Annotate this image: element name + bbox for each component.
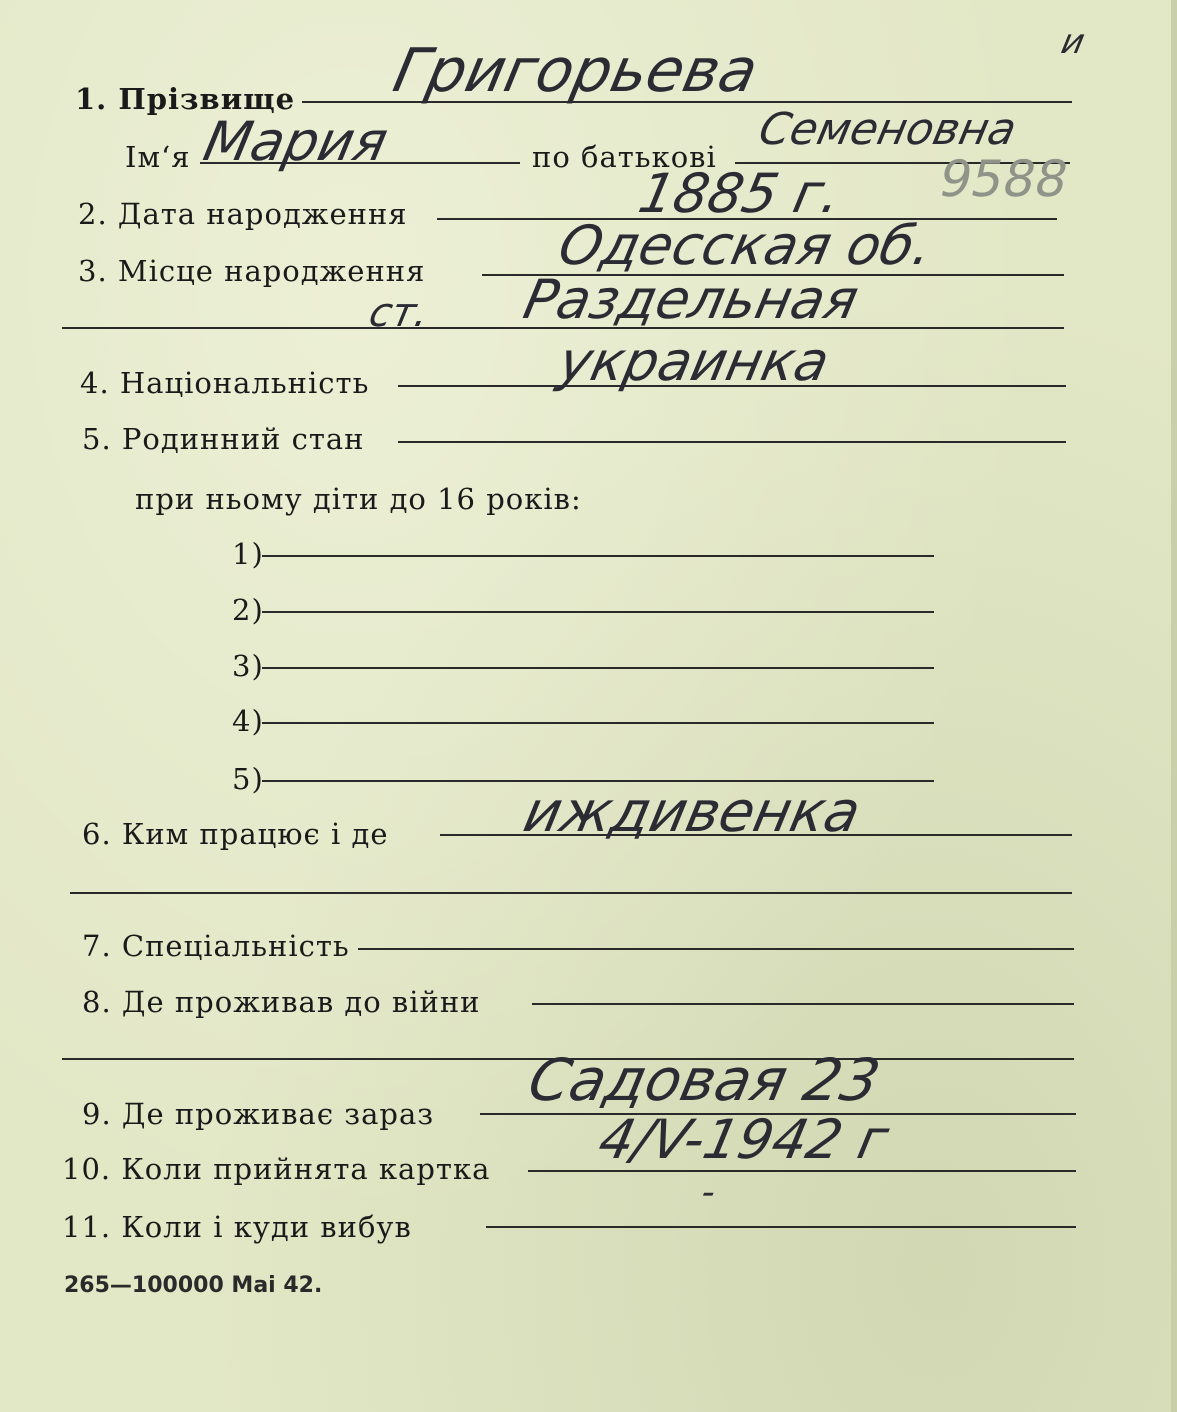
birth-place-label: 3. Місце народження [78, 254, 426, 288]
print-code: 265—100000 Маі 42. [64, 1273, 323, 1298]
nationality-label: 4. Національність [80, 366, 370, 400]
accepted-date-handwritten: 4/V-1942 г [593, 1108, 894, 1171]
patronymic-handwritten: Семеновна [754, 104, 1021, 155]
work-label: 6. Ким працює і де [82, 817, 389, 851]
work-handwritten: иждивенка [518, 780, 867, 845]
child-2-label: 2) [232, 593, 264, 627]
name-handwritten: Мария [198, 110, 394, 173]
departed-line [486, 1226, 1076, 1228]
child-3-label: 3) [232, 649, 264, 683]
prewar-label: 8. Де проживав до війни [82, 985, 481, 1019]
work-line-2 [70, 892, 1072, 894]
current-address-handwritten: Садовая 23 [522, 1046, 886, 1114]
name-label: Ім‘я [125, 140, 191, 174]
birth-place-prefix-handwritten: ст. [365, 290, 433, 336]
accepted-label: 10. Коли прийнята картка [62, 1152, 491, 1186]
birth-place-handwritten-2: Раздельная [518, 268, 864, 331]
nationality-handwritten: украинка [553, 330, 835, 393]
patronymic-label: по батькові [532, 140, 717, 174]
specialty-line [358, 948, 1074, 950]
departed-label: 11. Коли і куди вибув [62, 1210, 412, 1244]
current-label: 9. Де проживає зараз [82, 1097, 435, 1131]
surname-handwritten: Григорьева [387, 36, 764, 106]
departed-mark-handwritten: - [697, 1172, 720, 1213]
child-4-label: 4) [232, 704, 264, 738]
marital-line [398, 441, 1066, 443]
child-1-label: 1) [232, 537, 264, 571]
card-number-handwritten: 9588 [933, 150, 1074, 208]
child-3-line [262, 667, 934, 669]
child-4-line [262, 722, 934, 724]
birth-date-label: 2. Дата народження [78, 197, 408, 231]
marital-label: 5. Родинний стан [82, 422, 365, 456]
specialty-label: 7. Спеціальність [82, 929, 350, 963]
child-1-line [262, 555, 934, 557]
surname-correction-handwritten: и [1057, 22, 1089, 62]
surname-label: 1. Прізвище [75, 82, 296, 116]
prewar-line [532, 1003, 1074, 1005]
birth-place-handwritten-1: Одесская об. [553, 214, 939, 277]
child-2-line [262, 611, 934, 613]
birth-date-handwritten: 1885 г. [633, 162, 847, 225]
children-label: при ньому діти до 16 років: [135, 482, 582, 516]
child-5-label: 5) [232, 762, 264, 796]
